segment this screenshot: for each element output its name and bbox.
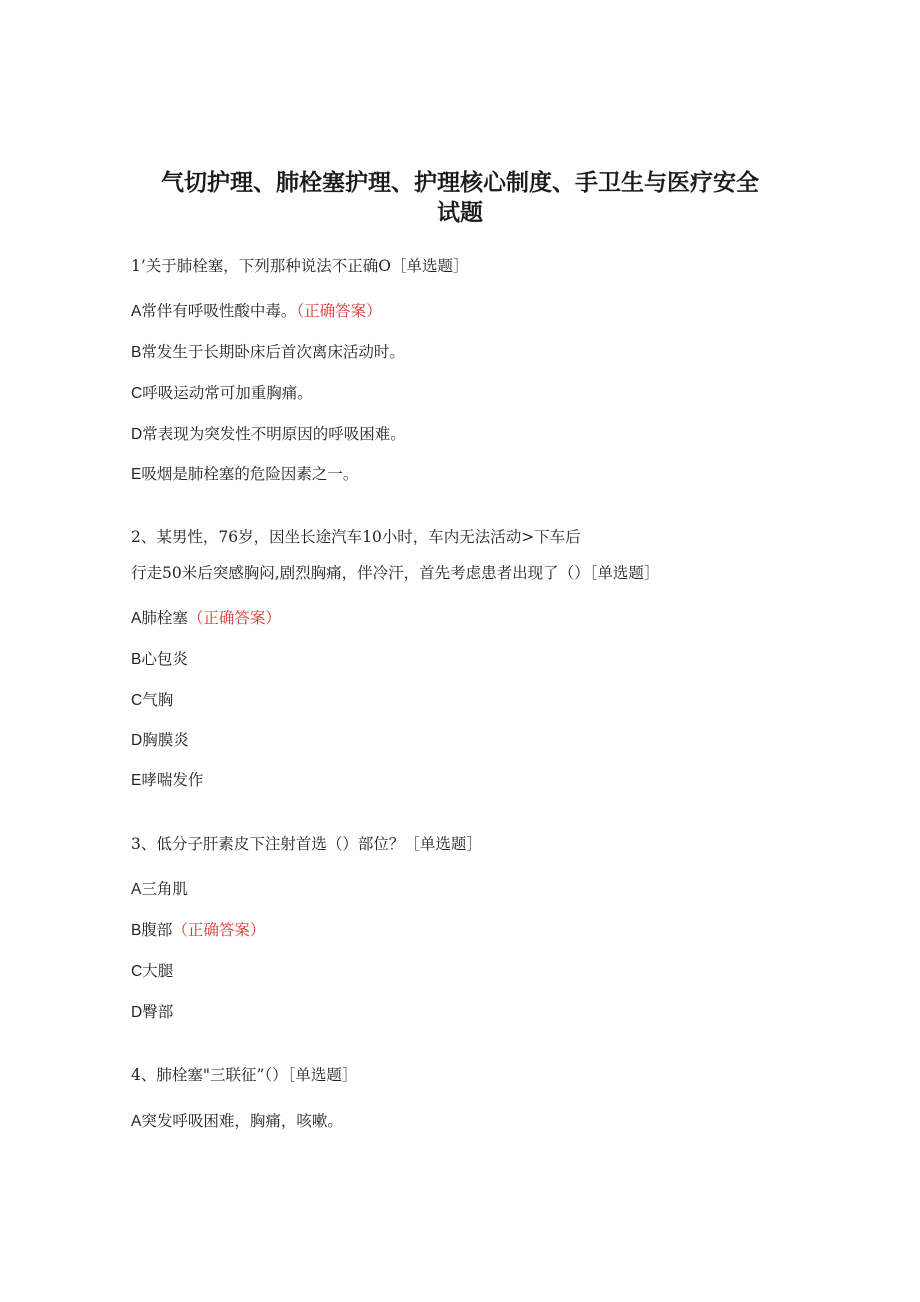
question-3-option-d: D臀部 [131, 1003, 174, 1021]
question-2-option-c: C气胸 [131, 691, 174, 709]
question-2-stem-line-1: 2、某男性，76岁，因坐长途汽车10小时，车内无法活动>下车后 [131, 528, 581, 546]
question-1-option-b: B常发生于长期卧床后首次离床活动时。 [131, 343, 405, 361]
question-3-option-b: B腹部（正确答案） [131, 921, 266, 939]
correct-answer-mark: （正确答案） [172, 921, 266, 939]
question-1-option-d: D常表现为突发性不明原因的呼吸困难。 [131, 425, 406, 443]
question-1-option-a: A常伴有呼吸性酸中毒。（正确答案） [131, 302, 382, 320]
question-2-option-e: E哮喘发作 [131, 771, 204, 789]
question-3-option-c: C大腿 [131, 962, 174, 980]
correct-answer-mark: （正确答案） [187, 609, 281, 627]
question-2-option-d: D胸膜炎 [131, 731, 189, 749]
correct-answer-mark: （正确答案） [296, 302, 382, 320]
question-2-option-b: B心包炎 [131, 650, 188, 668]
question-4-stem: 4、肺栓塞"三联征”（）［单选题］ [131, 1066, 358, 1084]
question-1-option-c: C呼吸运动常可加重胸痛。 [131, 384, 313, 402]
document-title-line-1: 气切护理、肺栓塞护理、护理核心制度、手卫生与医疗安全 [161, 169, 759, 196]
question-3-option-a: A三角肌 [131, 880, 188, 898]
question-3-stem: 3、低分子肝素皮下注射首选（）部位？［单选题］ [131, 835, 482, 853]
question-2-option-a: A肺栓塞（正确答案） [131, 609, 281, 627]
question-4-option-a: A突发呼吸困难，胸痛，咳嗽。 [131, 1112, 343, 1130]
question-2-stem-line-2: 行走50米后突感胸闷,剧烈胸痛，伴冷汗，首先考虑患者出现了（）［单选题］ [131, 564, 660, 582]
question-1-stem: 1’关于肺栓塞，下列那种说法不正确O［单选题］ [131, 257, 469, 275]
question-1-option-e: E吸烟是肺栓塞的危险因素之一。 [131, 465, 359, 483]
document-title-line-2: 试题 [437, 199, 483, 226]
